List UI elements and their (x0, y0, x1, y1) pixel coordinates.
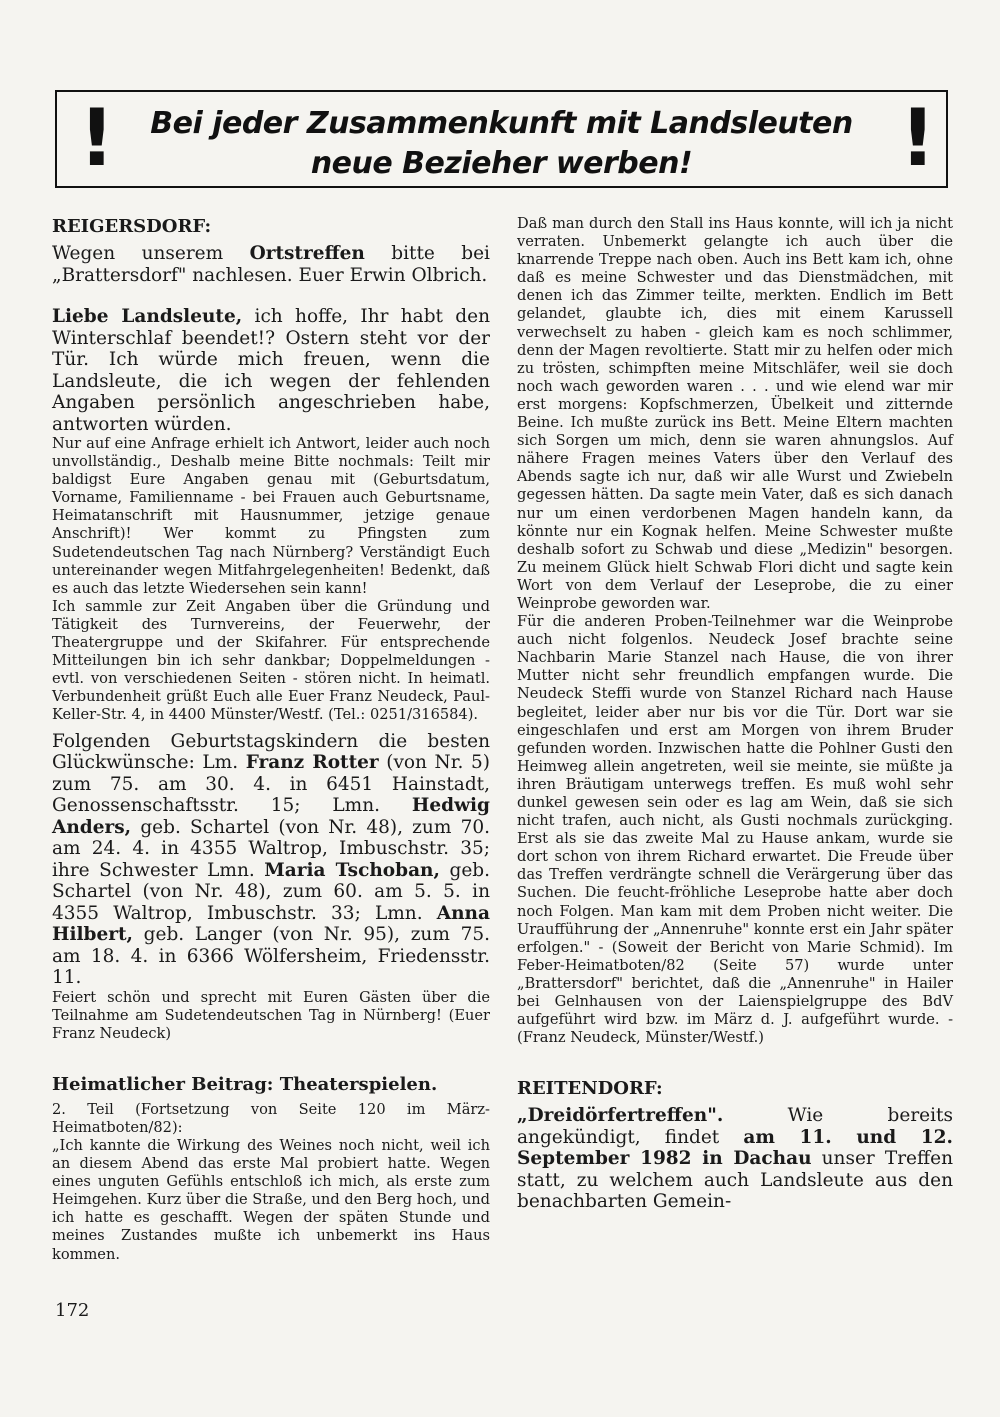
banner-title (117, 104, 886, 184)
banner-box (55, 90, 948, 188)
beitrag-text: „Ich kannte die Wirkung des Weines noch nicht, weil ich an diesem Abend das erste Mal probiert hatte. Wegen eines unguten Gefühls entschloß ich mich, als erste zum Heimgehen. Kurz über die Straße, und den Berg hoch, und ich hatte es geschafft. Wegen der späten Stunde und meines Zustandes mußte ich unbemerkt ins Haus kommen. (52, 1136, 490, 1263)
reigersdorf-heading: REIGERSDORF: (52, 216, 212, 237)
reitendorf-paragraph: „Dreidörfertreffen". Wie bereits angekündigt, findet am 11. und 12. September 1982 in Dachau unser Treffen statt, zu welchem auch Landsleute aus den benachbarten Gemein- (517, 1105, 953, 1213)
reitendorf-heading: REITENDORF: (517, 1078, 663, 1100)
beitrag-heading: Heimatlicher Beitrag: Theaterspielen. (52, 1073, 438, 1095)
exclamation-right: ! (900, 94, 936, 184)
left-column (52, 215, 490, 1264)
page-number: 172 (55, 1300, 90, 1321)
banner-line-1: Bei jeder Zusammenkunft mit Landsleuten (150, 106, 853, 141)
banner-line-2: neue Bezieher werben! (310, 146, 693, 181)
sammle-paragraph: Ich sammle zur Zeit Angaben über die Gründung und Tätigkeit des Turnvereins, der Feuerwehr, der Theatergruppe und der Skifahrer. Für entsprechende Mitteilungen bin ich sehr dankbar; Doppelmeldungen - evtl. von verschiedenen Seiten - stören nicht. In heimatl. Verbundenheit grüßt Euch alle Euer Franz Neudeck, Paul-Keller-Str. 4, in 4400 Münster/Westf. (Tel.: 0251/316584). (52, 597, 490, 724)
geburtstag-paragraph: Folgenden Geburtstagskindern die besten Glückwünsche: Lm. Franz Rotter (von Nr. 5) zum 75. am 30. 4. in 6451 Hainstadt, Genossenschaftsstr. 15; Lmn. Hedwig Anders, geb. Schartel (von Nr. 48), zum 70. am 24. 4. in 4355 Waltrop, Imbuschstr. 35; ihre Schwester Lmn. Maria Tschoban, geb. Schartel (von Nr. 48), zum 60. am 5. 5. in 4355 Waltrop, Imbuschstr. 33; Lmn. Anna Hilbert, geb. Langer (von Nr. 95), zum 75. am 18. 4. in 6366 Wölfersheim, Friedensstr. 11. (52, 730, 491, 988)
story-part-1: Daß man durch den Stall ins Haus konnte, will ich ja nicht verraten. Unbemerkt gelangte ich auch über die knarrende Treppe nach oben. Auch ins Bett kam ich, ohne daß es meine Schwester und das Dienstmädchen, mit denen ich das Zimmer teilte, merkten. Endlich im Bett gelandet, glaubte ich, dies mit einem Karussell verwechselt zu haben - gleich kam es noch schlimmer, denn der Magen revoltierte. Statt mir zu helfen oder mich zu trösten, schimpften meine Mitschläfer, weil sie doch noch wach geworden waren . . . und wie elend war mir erst morgens: Kopfschmerzen, Übelkeit und zitternde Beine. Ich mußte zurück ins Bett. Meine Eltern machten sich Sorgen um mich, denn sie waren ahnungslos. Auf nähere Fragen meines Vaters über den Verlauf des Abends sagte ich nur, daß wir alle Wurst und Zwiebeln gegessen hätten. Da sagte mein Vater, daß es sich danach nur um einen verdorbenen Magen handeln kann, da könnte nur ein Kognak helfen. Meine Schwester mußte deshalb sofort zu Schwab und diese „Medizin" besorgen. Zu meinem Glück hielt Schwab Flori dicht und sagte kein Wort von dem Verlauf der Leseprobe, die zu einer Weinprobe geworden war. (517, 215, 953, 612)
feiert-paragraph: Feiert schön und sprecht mit Euren Gästen über die Teilnahme am Sudetendeutschen Tag in Nürnberg! (Euer Franz Neudeck) (52, 988, 490, 1042)
story-part-2: Für die anderen Proben-Teilnehmer war die Weinprobe auch nicht folgenlos. Neudeck Josef brachte seine Nachbarin Marie Stanzel nach Hause, die von ihrer Mutter nicht sehr freundlich empfangen wurde. Die Neudeck Steffi wurde von Stanzel Richard nach Hause begleitet, leider aber nur bis vor die Tür. Dort war sie eingeschlafen und erst am Morgen von ihrem Bruder gefunden worden. Inzwischen hatte die Pohlner Gusti den Heimweg allein angetreten, weil sie meinte, sie müßte ja ihren Bräutigam unterwegs treffen. Es muß wohl sehr dunkel gewesen sein oder es lag am Wein, daß sie sich nicht trafen, auch nicht, als Gusti nochmals zurückging. Erst als sie das zweite Mal zu Hause ankam, wurde sie dort schon von ihrem Richard erwartet. Die Freude über das Treffen verdrängte schnell die Verärgerung über das Suchen. Die feucht-fröhliche Leseprobe hatte aber doch noch Folgen. Man kam mit dem Proben nicht weiter. Die Uraufführung der „Annenruhe" konnte erst ein Jahr später erfolgen." - (Soweit der Bericht von Marie Schmid). Im Feber-Heimatboten/82 (Seite 57) wurde unter „Brattersdorf" berichtet, daß die „Annenruhe" in Hailer bei Gelnhausen von der Laienspielgruppe des BdV aufgeführt wird bzw. im März d. J. aufgeführt wurde. - (Franz Neudeck, Münster/Westf.) (517, 613, 953, 1047)
exclamation-left: ! (79, 94, 115, 184)
anfrage-paragraph: Nur auf eine Anfrage erhielt ich Antwort, leider auch noch unvollständig., Deshalb meine Bitte nochmals: Teilt mir baldigst Eure Angaben genau mit (Geburtsdatum, Vorname, Familienname - bei Frauen auch Geburtsname, Heimatanschrift mit Hausnummer, jetzige genaue Anschrift)! Wer kommt zu Pfingsten zum Sudetendeutschen Tag nach Nürnberg? Verständigt Euch untereinander wegen Mitfahrgelegenheiten! Bedenkt, daß es auch das letzte Wiedersehen sein kann! (52, 435, 490, 597)
right-column (517, 215, 953, 1213)
liebe-landsleute-paragraph: Liebe Landsleute, ich hoffe, Ihr habt den Winterschlaf beendet!? Ostern steht vor der Tür. Ich würde mich freuen, wenn die Landsleute, die ich wegen der fehlenden Angaben persönlich angeschrieben habe, antworten würden. (52, 306, 491, 435)
beitrag-subtitle: 2. Teil (Fortsetzung von Seite 120 im März-Heimatboten/82): (52, 1100, 490, 1136)
reigersdorf-paragraph: Wegen unserem Ortstreffen bitte bei „Brattersdorf" nachlesen. Euer Erwin Olbrich. (52, 243, 490, 286)
